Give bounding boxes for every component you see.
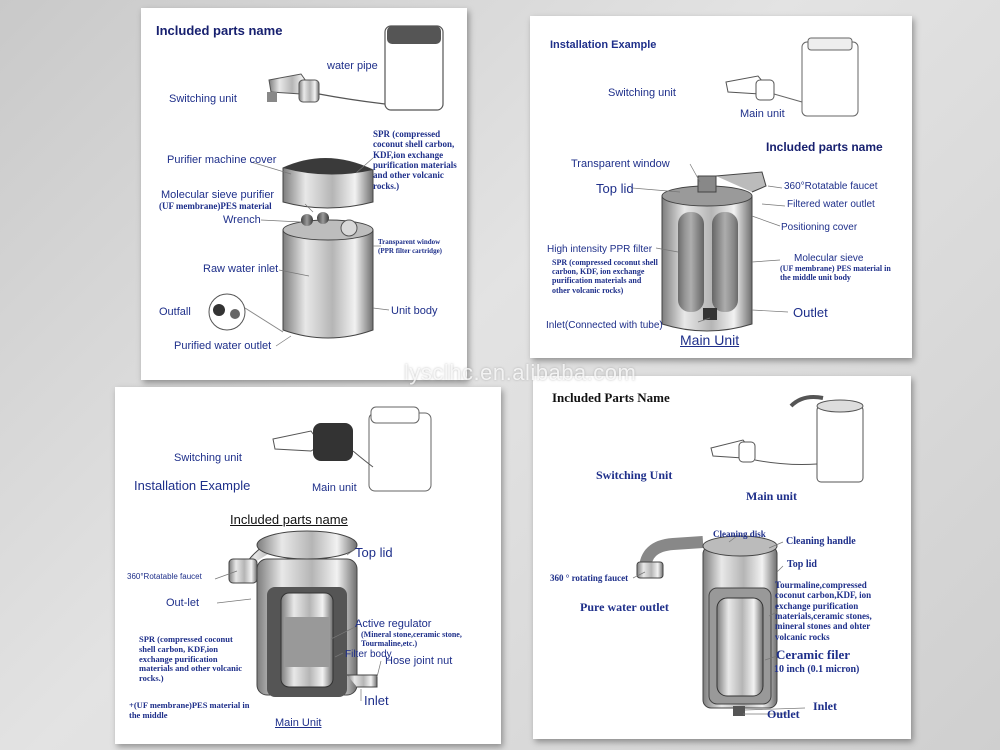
- main-unit-label: Main unit: [740, 108, 785, 120]
- filter-body-label: Filter body: [345, 649, 392, 660]
- filtered-outlet-label: Filtered water outlet: [787, 199, 875, 210]
- faucet-label: 360°Rotatable faucet: [127, 572, 202, 581]
- install-title: Installation Example: [134, 478, 251, 493]
- uf-pes-label: (UF membrane)PES material: [159, 201, 272, 211]
- uf-pes-label: (UF membrane) PES material in the middle unit body: [780, 264, 891, 283]
- switching-unit-label: Switching unit: [174, 452, 242, 464]
- transparent-window-label: Transparent window: [571, 158, 670, 170]
- panel4-title: Included Parts Name: [552, 390, 670, 405]
- switching-unit-label: Switching unit: [608, 87, 676, 99]
- watermark: lysclhc.en.alibaba.com: [404, 360, 637, 385]
- micron-label: 10 inch (0.1 micron): [774, 664, 860, 675]
- main-unit-label: Main unit: [312, 482, 357, 494]
- wrench-label: Wrench: [223, 214, 261, 226]
- purifier-diagram-3: [115, 387, 501, 744]
- parts-title: Included parts name: [230, 512, 348, 527]
- ceramic-filter-label: Ceramic filer: [776, 647, 850, 662]
- main-unit-caption: Main Unit: [680, 332, 740, 348]
- pure-outlet-label: Pure water outlet: [580, 600, 669, 614]
- purifier-diagram-4: [533, 376, 911, 739]
- panel-included-parts-1: [141, 8, 467, 380]
- purified-outlet-label: Purified water outlet: [174, 340, 272, 352]
- ppr-filter-label: High intensity PPR filter: [547, 244, 653, 255]
- install-title: Installation Example: [550, 39, 657, 51]
- spr-label: SPR (compressed coconut shell carbon, KDF,ion exchange purification materials and other volcanic rocks.): [139, 634, 243, 684]
- panel-included-parts-2: [533, 376, 911, 739]
- outfall-label: Outfall: [159, 306, 191, 318]
- cleaning-handle-label: Cleaning handle: [786, 536, 856, 547]
- cleaning-disk-label: Cleaning disk: [713, 529, 766, 539]
- main-unit-caption: Main Unit: [275, 717, 322, 729]
- molecular-sieve-label: Molecular sieve purifier: [161, 189, 275, 201]
- main-unit-label: Main unit: [746, 489, 798, 503]
- active-regulator-label: Active regulator: [355, 618, 432, 630]
- minerals-label: (Mineral stone,ceramic stone, Tourmaline,etc.): [361, 630, 462, 649]
- water-pipe-label: water pipe: [327, 60, 378, 72]
- positioning-cover-label: Positioning cover: [781, 222, 858, 233]
- transparent-window-label: Transparent window: [378, 238, 441, 246]
- spr-label: SPR (compressed coconut shell carbon, KDF,ion exchange purification materials and other volcanic rocks.): [373, 129, 457, 191]
- inlet-label: Inlet(Connected with tube): [546, 320, 663, 331]
- unit-body-label: Unit body: [391, 305, 438, 317]
- top-lid-label: Top lid: [355, 545, 393, 560]
- panel-installation-example-1: [530, 16, 912, 358]
- panel-installation-example-2: [115, 387, 501, 744]
- faucet-label: 360°Rotatable faucet: [784, 181, 878, 192]
- uf-pes-label: +(UF membrane)PES material in the middle: [129, 700, 250, 720]
- tourmaline-label: Tourmaline,compressed coconut carbon,KDF, ion exchange purification materials,ceramic stones, mineral stones and ohter volcanic rocks: [775, 580, 872, 642]
- panel1-title: Included parts name: [156, 23, 283, 38]
- spr-label: SPR (compressed coconut shell carbon, KDF, ion exchange purification materials and other volcanic rocks): [552, 258, 658, 295]
- inlet-label: Inlet: [364, 693, 389, 708]
- purifier-cover-label: Purifier machine cover: [167, 154, 277, 166]
- out-let-label: Out-let: [166, 597, 200, 609]
- top-lid-label: Top lid: [787, 559, 817, 570]
- raw-water-inlet-label: Raw water inlet: [203, 263, 279, 275]
- switching-unit-label: Switching Unit: [596, 468, 673, 482]
- inlet-label: Inlet: [813, 699, 837, 713]
- switching-unit-label: Switching unit: [169, 93, 237, 105]
- top-lid-label: Top lid: [596, 181, 634, 196]
- outlet-label: Outlet: [767, 707, 800, 721]
- ppr-cartridge-label: (PPR filter cartridge): [378, 247, 443, 255]
- faucet-label: 360 ° rotating faucet: [550, 573, 629, 583]
- hose-nut-label: Hose joint nut: [385, 655, 453, 667]
- molecular-sieve-label: Molecular sieve: [794, 253, 864, 264]
- parts-title: Included parts name: [766, 140, 883, 154]
- outlet-label: Outlet: [793, 305, 828, 320]
